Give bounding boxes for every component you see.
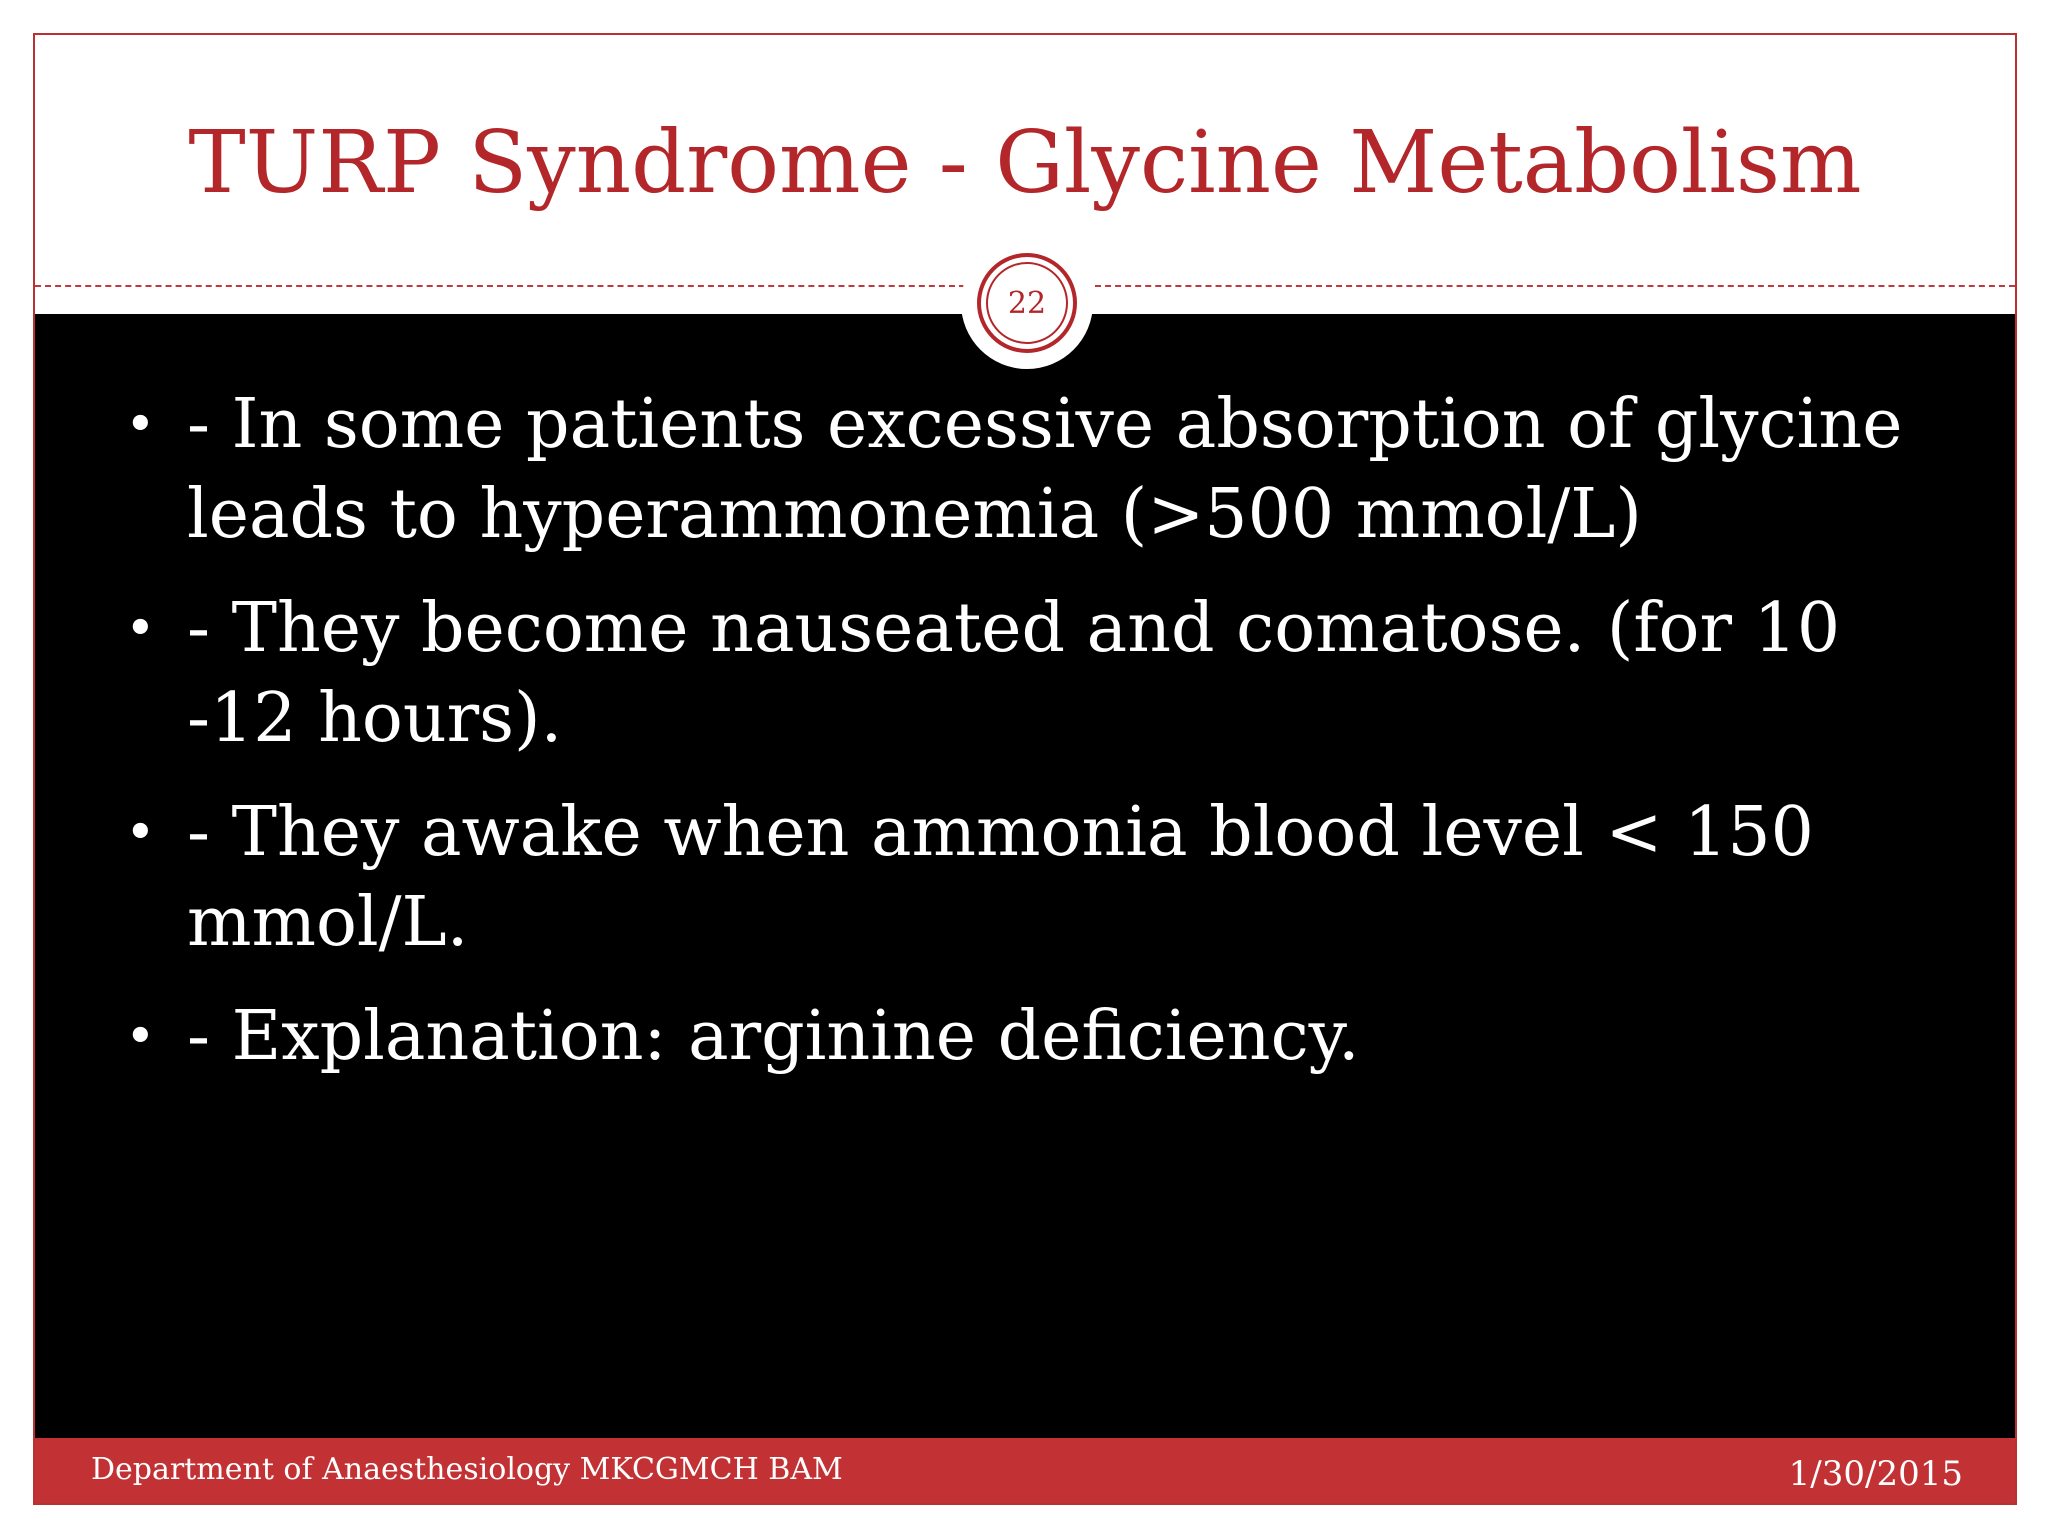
slide-title: TURP Syndrome - Glycine Metabolism — [188, 113, 1862, 213]
bullet-dot-icon: • — [125, 395, 156, 455]
footer-date: 1/30/2015 — [1788, 1454, 1963, 1494]
bullet-text: - In some patients excessive absorption of glycine leads to hyperammonemia (>500 mmol/L) — [187, 385, 1903, 554]
bullet-text: - Explanation: arginine deficiency. — [187, 997, 1360, 1076]
bullet-item — [85, 380, 1965, 560]
bullet-dot-icon: • — [125, 599, 156, 659]
bullet-text: - They become nauseated and comatose. (for 10 -12 hours). — [187, 589, 1841, 758]
slide-number-ring — [977, 253, 1077, 353]
bullet-item — [85, 788, 1965, 968]
bullet-item — [85, 992, 1965, 1082]
bullet-list — [85, 380, 1965, 1106]
bullet-item — [85, 584, 1965, 764]
slide-number-badge — [961, 237, 1093, 369]
bullet-dot-icon: • — [125, 803, 156, 863]
title-divider-right — [1095, 285, 2015, 287]
slide-number: 22 — [986, 262, 1068, 344]
title-divider-left — [35, 285, 965, 287]
footer-bar — [35, 1438, 2015, 1505]
slide — [33, 33, 2017, 1505]
footer-department: Department of Anaesthesiology MKCGMCH BAM — [91, 1452, 843, 1487]
bullet-text: - They awake when ammonia blood level < 150 mmol/L. — [187, 793, 1814, 962]
bullet-dot-icon: • — [125, 1007, 156, 1067]
